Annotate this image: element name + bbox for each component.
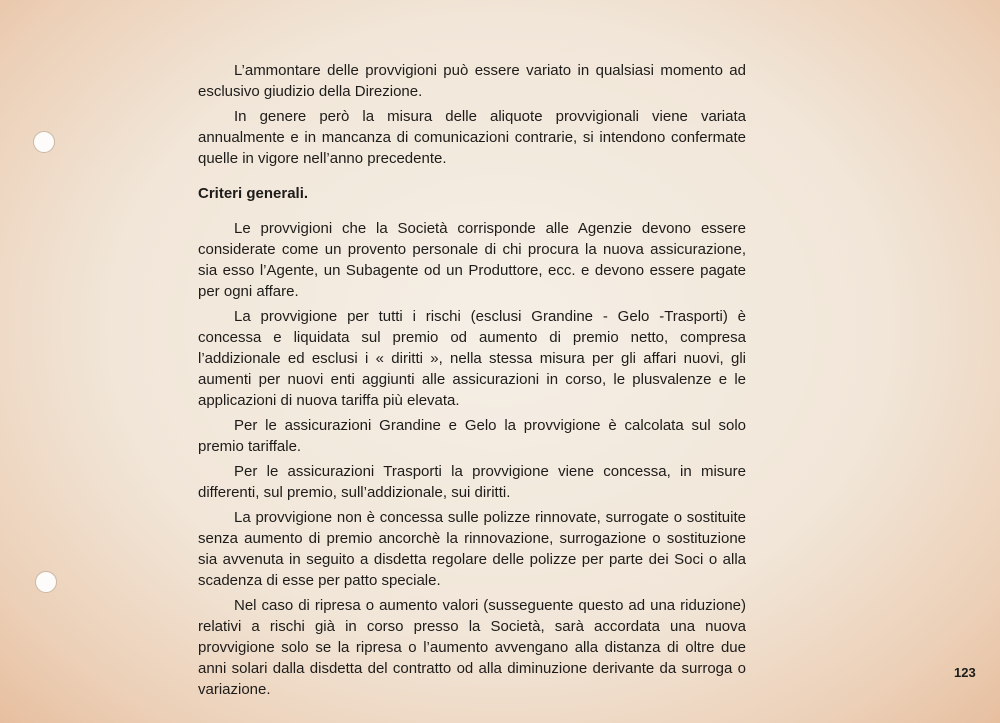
paragraph-main-2: La provvigione per tutti i rischi (esclusi Grandine - Gelo -Trasporti) è concessa e liquidata sul premio od aumento di premio netto, compresa l’addizionale ed esclusi i « diritti », nella stessa misura per gli affari nuovi, gli aumenti per nuovi enti aggiunti alle assicurazioni in corso, le plusvalenze e le applicazioni di nuova tariffa più elevata.: [198, 308, 746, 409]
paragraph-main-5: La provvigione non è concessa sulle polizze rinnovate, surrogate o sostituite senza aumento di premio ancorchè la rinnovazione, surrogazione o sostituzione sia avvenuta in seguito a disdetta regolare delle polizze per parte dei Soci o alla scadenza di esse per patto speciale.: [198, 509, 746, 589]
paragraph-main-4: Per le assicurazioni Trasporti la provvigione viene concessa, in misure differenti, sul premio, sull’addizionale, sui diritti.: [198, 463, 746, 501]
paragraph-main-1: Le provvigioni che la Società corrisponde alle Agenzie devono essere considerate come un provento personale di chi procura la nuova assicurazione, sia esso l’Agente, un Subagente od un Produttore, ecc. e devono essere pagate per ogni affare.: [198, 220, 746, 300]
paragraph-main-6: Nel caso di ripresa o aumento valori (susseguente questo ad una riduzione) relativi a rischi già in corso presso la Società, sarà accordata una nuova provvigione solo se la ripresa o l’aumento avvengano alla distanza di oltre due anni solari dalla disdetta del contratto od alla diminuzione derivante da surroga o variazione.: [198, 597, 746, 698]
binder-hole-bottom: [35, 571, 57, 593]
binder-hole-top: [33, 131, 55, 153]
paragraph-main-3: Per le assicurazioni Grandine e Gelo la provvigione è calcolata sul solo premio tariffale.: [198, 417, 746, 455]
paragraph-intro-2: In genere però la misura delle aliquote provvigionali viene variata annualmente e in mancanza di comunicazioni contrarie, si intendono confermate quelle in vigore nell’anno precedente.: [198, 108, 746, 167]
section-heading: Criteri generali.: [198, 185, 309, 202]
page-number: 123: [954, 665, 976, 680]
document-body: [198, 60, 746, 704]
paragraph-intro-1: L’ammontare delle provvigioni può essere variato in qualsiasi momento ad esclusivo giudizio della Direzione.: [198, 62, 746, 100]
